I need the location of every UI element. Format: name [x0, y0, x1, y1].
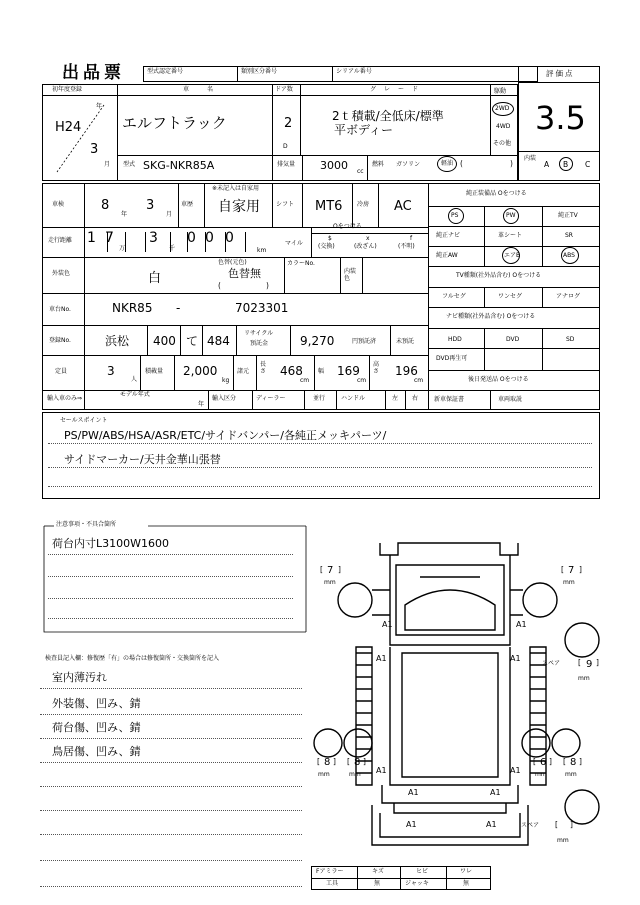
- slash-line: [52, 100, 112, 175]
- mileage-digit: 7: [105, 230, 114, 246]
- plate-kana: て: [186, 334, 199, 348]
- tv-analog: アナログ: [556, 293, 581, 300]
- navi-sd: SD: [566, 336, 575, 343]
- model-label: 型式: [123, 161, 136, 168]
- load-value: 2,000: [183, 364, 218, 378]
- height-unit: cm: [414, 377, 424, 384]
- navi-hdd: HDD: [448, 336, 462, 343]
- spare-label: スペア: [542, 660, 561, 667]
- frame-number-label: 車台No.: [49, 306, 71, 313]
- tv-one-seg: ワンセグ: [498, 293, 523, 300]
- grade-line-1: 2ｔ積載/全低床/標準: [332, 109, 444, 123]
- legend-jack-none: 無: [463, 880, 470, 887]
- damage-mark-a1: A1: [490, 788, 501, 797]
- tire-bracket: [: [533, 757, 536, 766]
- frame-prefix: NKR85: [112, 301, 153, 315]
- tire-bracket: ]: [579, 565, 582, 574]
- interior-color-label: 内装色: [344, 268, 357, 283]
- interior-grade-label: 内装: [524, 155, 537, 162]
- color-paren-close: ): [266, 281, 269, 290]
- tire-unit: mm: [563, 579, 575, 586]
- legend-jack: ジャッキ: [405, 880, 429, 887]
- door-count-label: ドア数: [275, 86, 293, 93]
- mileage-digit: 3: [149, 230, 158, 246]
- registration-month: 3: [90, 142, 99, 157]
- legend-crack: ヒビ: [416, 868, 429, 875]
- legend-tool: 工具: [326, 880, 339, 887]
- import-label: 輸入車のみ⇒: [47, 395, 83, 402]
- exterior-color: 白: [148, 271, 162, 286]
- equipment-label: 純正装備品 Oをつける: [466, 190, 527, 197]
- navi-dvd: DVD: [506, 336, 520, 343]
- recycle-amount: 9,270: [300, 334, 335, 348]
- tire-unit: mm: [318, 771, 330, 778]
- tire-bracket: [: [320, 565, 323, 574]
- car-name-label: 車名: [183, 86, 232, 93]
- exterior-color-label: 外装色: [52, 270, 71, 277]
- model-year-unit: 年: [198, 401, 205, 408]
- ac-value: AC: [394, 199, 412, 214]
- inspection-month: 3: [146, 198, 155, 213]
- damage-mark-a1: A1: [406, 820, 417, 829]
- registration-year: H24: [55, 120, 82, 135]
- damage-mark-a1: A1: [376, 766, 387, 775]
- length-value: 468: [280, 364, 303, 378]
- drive-other: その他: [493, 140, 512, 147]
- handle-label: ハンドル: [341, 395, 366, 402]
- length-label: 長さ: [260, 361, 267, 375]
- tire-rear-left-outer: 8: [324, 757, 331, 768]
- meter-mark-label: Oをつける: [333, 223, 362, 230]
- length-unit: cm: [300, 377, 310, 384]
- fuel-gasoline: ガソリン: [396, 161, 421, 168]
- import-type-label: 輸入区分: [212, 395, 237, 402]
- handle-right: 右: [412, 395, 419, 402]
- width-label: 幅: [318, 368, 325, 375]
- tire-bracket: ]: [570, 820, 573, 829]
- notes-line-1: 荷台内寸L3100W1600: [52, 537, 169, 550]
- displacement-unit: cc: [357, 168, 364, 175]
- tire-front-left: 7: [327, 565, 334, 576]
- meter-x: x: [366, 235, 370, 242]
- fuel-paren-close: ): [510, 159, 513, 168]
- tire-rear-right-inner: 6: [540, 757, 547, 768]
- truck-damage-diagram: [310, 535, 630, 875]
- sales-point-label: セールスポイント: [60, 417, 108, 424]
- mileage-label: 走行距離: [48, 237, 73, 244]
- page-title: 出品票: [62, 63, 125, 83]
- warranty-book: 新車保証書: [434, 396, 465, 403]
- mileage-digit: 0: [205, 230, 214, 246]
- import-parallel: 並行: [313, 395, 326, 402]
- fuel-diesel: 軽油: [441, 160, 454, 167]
- import-dealer: ディーラー: [256, 395, 286, 402]
- tire-unit: mm: [535, 771, 547, 778]
- grade-label: グレード: [370, 86, 427, 93]
- mileage-sen-unit: 千: [169, 245, 176, 252]
- tire-bracket: [: [317, 757, 320, 766]
- car-name: エルフトラック: [122, 114, 227, 132]
- damage-mark-a1: A1: [516, 620, 527, 629]
- mileage-man-unit: 万: [119, 245, 126, 252]
- legend-mirror: Fアミラー: [316, 868, 344, 875]
- dvd-playback: DVD再生可: [436, 355, 468, 362]
- tv-type-label: TV種類(社外品含む) Oをつける: [456, 272, 542, 279]
- model-code: SKG-NKR85A: [143, 159, 215, 172]
- plate-number: 484: [207, 334, 230, 348]
- history-label: 車歴: [181, 201, 194, 208]
- inspector-line: 室内薄汚れ: [52, 671, 107, 684]
- history-value: 自家用: [218, 199, 260, 215]
- recycle-label: リサイクル: [244, 330, 274, 337]
- notes-label: 注意事項・不具合箇所: [56, 521, 117, 528]
- tire-bracket: [: [578, 658, 581, 667]
- equipment-aw: 純正AW: [436, 252, 458, 259]
- tire-unit: mm: [557, 837, 569, 844]
- model-year-label: モデル年式: [120, 391, 150, 398]
- tire-unit: mm: [578, 675, 590, 682]
- meter-tampered: (改ざん): [354, 243, 377, 250]
- evaluation-score: 3.5: [535, 99, 586, 137]
- inspection-label: 車検: [52, 201, 65, 208]
- category-number-label: 類別区分番号: [241, 68, 278, 75]
- color-number-label: カラーNo.: [287, 260, 315, 267]
- damage-mark-a1: A1: [510, 766, 521, 775]
- equipment-sr: SR: [565, 232, 573, 239]
- tire-bracket: [: [563, 757, 566, 766]
- aftermarket-label: 後日発送品 Oをつける: [468, 376, 529, 383]
- equipment-tv: 純正TV: [558, 212, 578, 219]
- tire-spare-1: 9: [586, 659, 593, 670]
- legend-tool-none: 無: [374, 880, 381, 887]
- year-unit: 年: [96, 103, 103, 110]
- recycle-paid: 円預託済: [352, 338, 377, 345]
- drive-4wd: 4WD: [496, 123, 511, 130]
- tv-full-seg: フルセグ: [442, 293, 466, 300]
- frame-serial: 7023301: [235, 301, 289, 315]
- evaluation-label: 評価点: [546, 69, 575, 78]
- shift-value: MT6: [315, 199, 343, 214]
- meter-unknown: (不明): [398, 243, 415, 250]
- tire-bracket: ]: [338, 565, 341, 574]
- spare-label: スペア: [521, 822, 540, 829]
- inspection-month-unit: 月: [166, 211, 173, 218]
- door-count: 2: [284, 116, 293, 131]
- shift-label: シフト: [276, 201, 295, 208]
- inspector-line: 外装傷、凹み、錆: [52, 697, 141, 710]
- mile-unit: マイル: [285, 240, 303, 247]
- equipment-ps: PS: [451, 212, 459, 219]
- inspection-year: 8: [101, 198, 110, 213]
- vehicle-manual: 車両取説: [498, 396, 523, 403]
- grade-line-2: 平ボディー: [334, 123, 394, 137]
- damage-mark-a1: A1: [486, 820, 497, 829]
- recycle-label-2: 預託金: [250, 340, 269, 347]
- tire-unit: mm: [349, 771, 361, 778]
- width-unit: cm: [357, 377, 367, 384]
- mileage-digit: 1: [87, 230, 96, 246]
- month-unit: 月: [104, 161, 111, 168]
- interior-grade-b: B: [563, 160, 569, 169]
- first-registration-label: 初年度登録: [52, 86, 83, 93]
- ac-label: 冷房: [357, 201, 370, 208]
- meter-f: f: [410, 235, 413, 242]
- tire-bracket: [: [561, 565, 564, 574]
- tire-bracket: ]: [363, 757, 366, 766]
- equipment-abs: ABS: [563, 252, 575, 259]
- mileage-digit: 0: [225, 230, 234, 246]
- load-unit: kg: [222, 377, 230, 384]
- inspector-label: 検査員記入欄：修復歴「有」の場合は修復箇所・交換箇所を記入: [45, 655, 220, 662]
- equipment-pw: PW: [506, 212, 516, 219]
- damage-mark-a1: A1: [382, 620, 393, 629]
- mileage-digit: 0: [187, 230, 196, 246]
- equipment-leather: 革シート: [498, 232, 523, 239]
- tire-front-right: 7: [568, 565, 575, 576]
- tire-unit: mm: [565, 771, 577, 778]
- legend-broken: ワレ: [460, 868, 473, 875]
- tire-rear-left-inner: 8: [354, 757, 361, 768]
- capacity-unit: 人: [131, 376, 138, 383]
- door-unit: D: [283, 143, 288, 150]
- plate-label: 登録No.: [49, 337, 71, 344]
- damage-mark-a1: A1: [510, 654, 521, 663]
- fuel-label: 燃料: [372, 161, 385, 168]
- history-note: ※未記入は自家用: [212, 185, 260, 192]
- equipment-airbag: エアB: [504, 252, 521, 259]
- load-label: 積載量: [145, 368, 164, 375]
- damage-mark-a1: A1: [376, 654, 387, 663]
- drive-label: 駆動: [494, 88, 507, 95]
- displacement-value: 3000: [320, 159, 348, 172]
- height-label: 高さ: [373, 361, 380, 375]
- handle-left: 左: [392, 395, 399, 402]
- capacity-value: 3: [107, 364, 115, 378]
- capacity-label: 定員: [55, 368, 68, 375]
- inspector-line: 荷台傷、凹み、錆: [52, 721, 141, 734]
- plate-class: 400: [153, 334, 176, 348]
- sales-point-line-1: PS/PW/ABS/HSA/ASR/ETC/サイドバンパー/各純正メッキパーツ/: [64, 429, 387, 442]
- color-change-label: 色替(元色): [218, 259, 247, 266]
- width-value: 169: [337, 364, 360, 378]
- tire-unit: mm: [324, 579, 336, 586]
- tire-bracket: ]: [549, 757, 552, 766]
- navi-type-label: ナビ種類(社外品含む) Oをつける: [446, 313, 536, 320]
- tire-bracket: [: [347, 757, 350, 766]
- sales-point-line-2: サイドマーカー/天井金華山張替: [64, 453, 221, 466]
- tire-bracket: [: [555, 820, 558, 829]
- frame-dash: -: [176, 301, 181, 315]
- mileage-km-unit: km: [257, 247, 267, 254]
- tire-bracket: ]: [333, 757, 336, 766]
- plate-city: 浜松: [105, 334, 130, 348]
- tire-rear-right-outer: 8: [570, 757, 577, 768]
- interior-grade-c: C: [585, 160, 591, 169]
- drive-2wd: 2WD: [495, 105, 510, 112]
- inspection-year-unit: 年: [121, 211, 128, 218]
- displacement-label: 排気量: [277, 161, 296, 168]
- height-value: 196: [395, 364, 418, 378]
- interior-grade-a: A: [544, 160, 550, 169]
- damage-mark-a1: A1: [408, 788, 419, 797]
- serial-number-label: シリアル番号: [336, 68, 372, 75]
- spec-label: 諸元: [237, 368, 250, 375]
- meter-exchange: (交換): [318, 243, 335, 250]
- recycle-unpaid: 未預託: [396, 338, 415, 345]
- color-change-value: 色替無: [228, 267, 261, 280]
- inspector-line: 鳥居傷、凹み、錆: [52, 745, 141, 758]
- legend-scratch: キズ: [372, 868, 384, 875]
- type-approval-label: 型式認定番号: [147, 68, 184, 75]
- tire-bracket: ]: [579, 757, 582, 766]
- tire-bracket: ]: [596, 658, 599, 667]
- meter-dollar: $: [328, 235, 332, 242]
- color-paren-open: (: [218, 281, 221, 290]
- equipment-navi: 純正ナビ: [436, 232, 461, 239]
- fuel-paren-open: (: [460, 159, 463, 168]
